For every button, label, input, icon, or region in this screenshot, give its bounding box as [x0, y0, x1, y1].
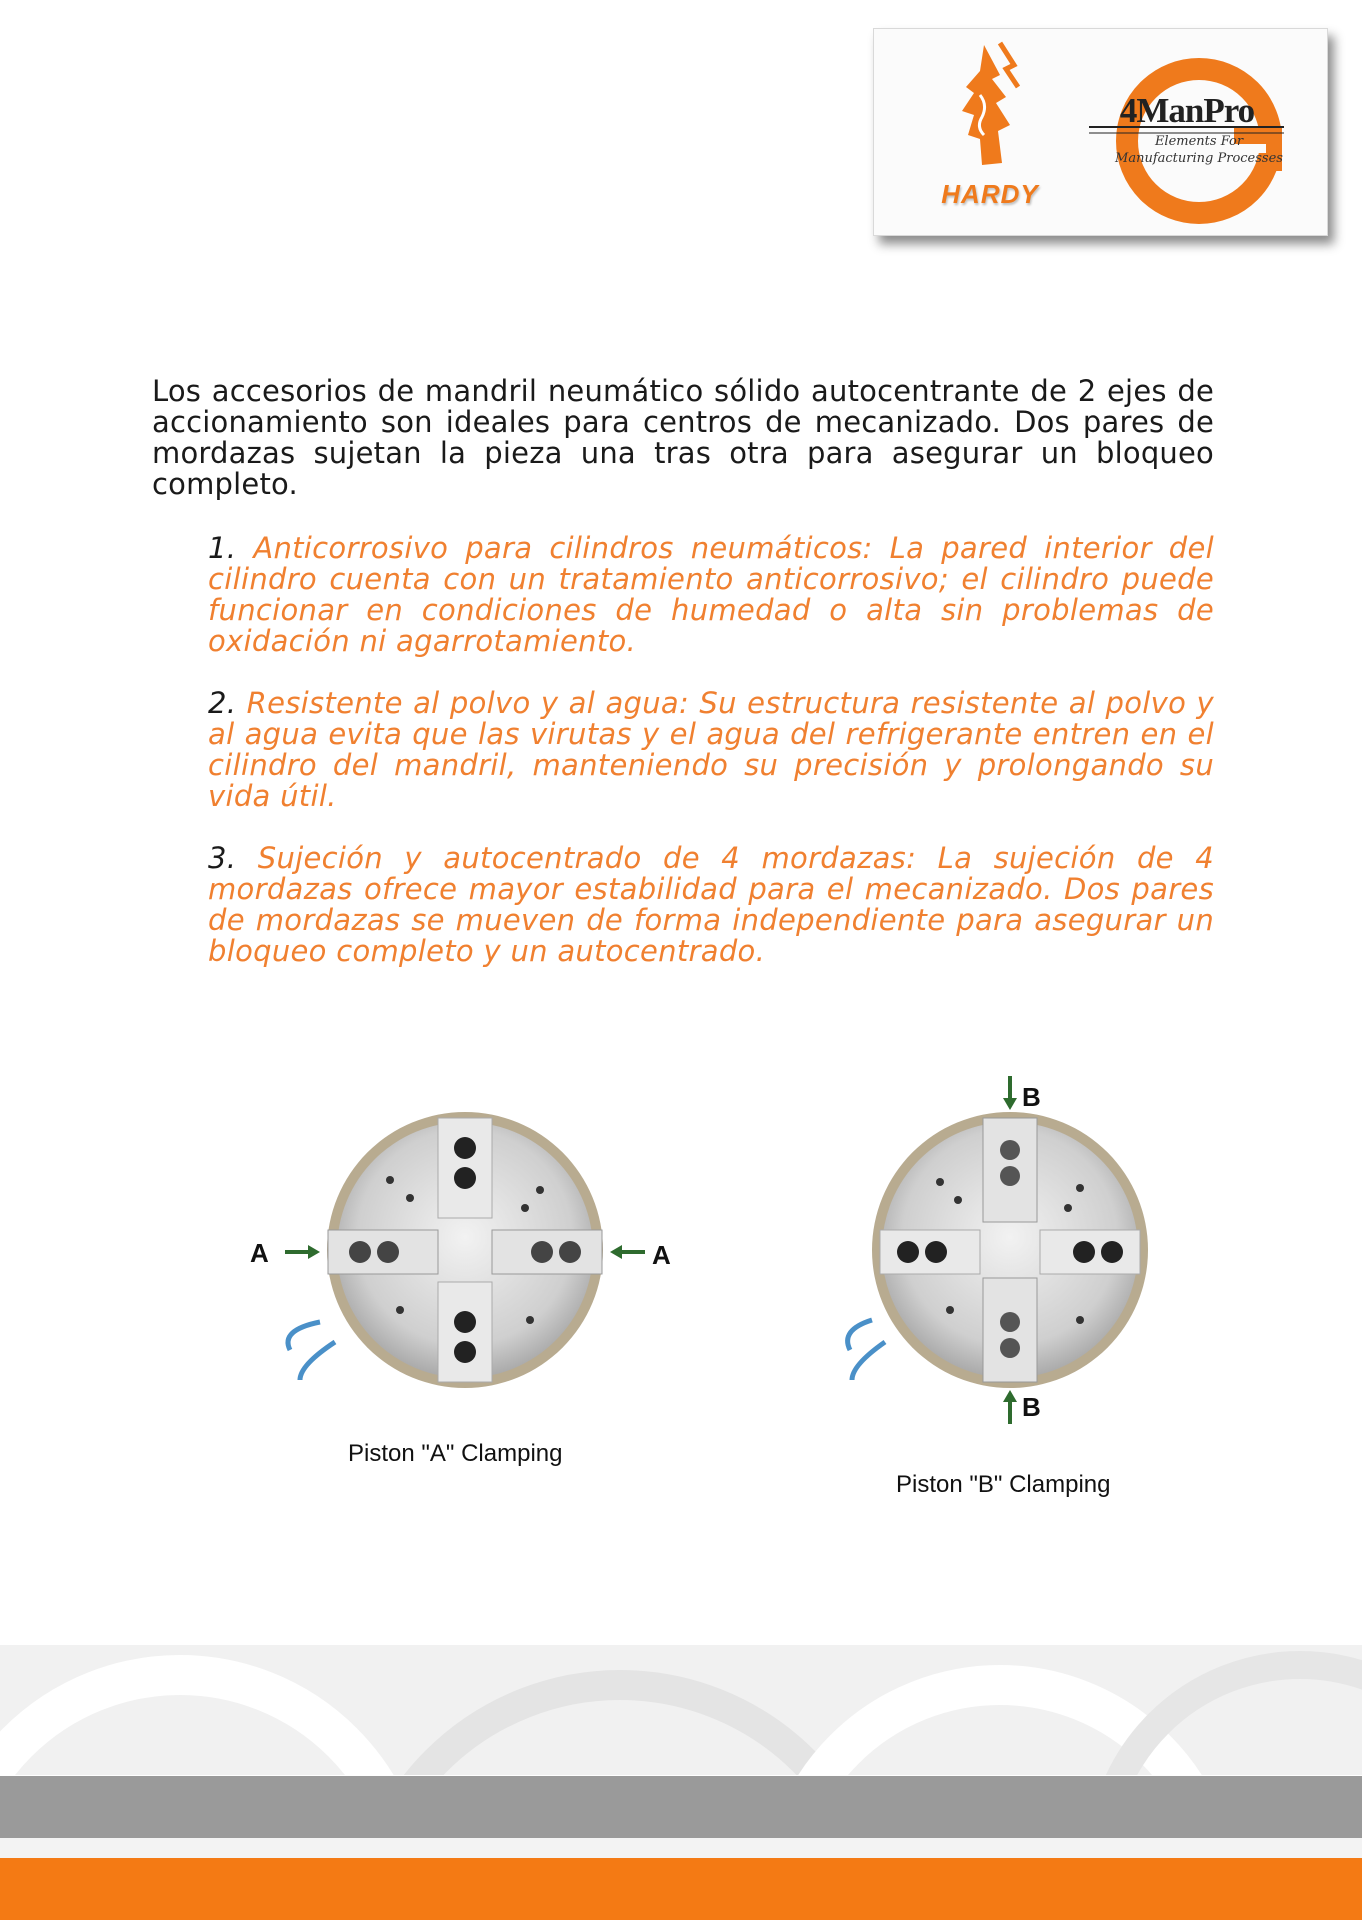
chuck-diagram-b [830, 1070, 1170, 1430]
feature-text: Sujeción y autocentrado de 4 mordazas: La sujeción de 4 mordazas ofrece mayor estabilidad para el mecanizado. Dos pares de mordazas se mueven de forma independiente para asegurar un bloqueo completo y un autocentrado. [208, 841, 1214, 968]
feature-item-2 [208, 688, 1214, 812]
amanpro-tagline-1: Elements For [1154, 134, 1244, 149]
brand-logos [873, 28, 1328, 236]
feature-item-3 [208, 843, 1214, 967]
arrow-label-a-right: A [652, 1240, 671, 1270]
feature-number: 2. [208, 686, 237, 720]
caption-piston-b: Piston "B" Clamping [896, 1471, 1111, 1498]
hardy-wordmark: HARDY [941, 179, 1039, 209]
chuck-diagram-a [240, 1080, 690, 1400]
amanpro-tagline-2: Manufacturing Processes [1115, 151, 1283, 166]
footer-swirl-pattern [0, 1645, 1362, 1775]
arrow-label-b-top: B [1022, 1082, 1041, 1112]
feature-number: 1. [208, 531, 237, 565]
feature-text: Resistente al polvo y al agua: Su estructura resistente al polvo y al agua evita que las virutas y el agua del refrigerante entren en el cilindro del mandril, manteniendo su precisión y prolongando su vida útil. [208, 686, 1214, 813]
footer-orange-band [0, 1858, 1362, 1920]
feature-number: 3. [208, 841, 237, 875]
footer-gray-band [0, 1776, 1362, 1838]
feature-item-1 [208, 533, 1214, 657]
caption-piston-a: Piston "A" Clamping [348, 1440, 563, 1467]
intro-paragraph: Los accesorios de mandril neumático sólido autocentrante de 2 ejes de accionamiento son ideales para centros de mecanizado. Dos pares de mordazas sujetan la pieza una tras otra para asegurar un bloqueo completo. [152, 374, 1214, 501]
amanpro-wordmark: 4ManPro [1119, 91, 1255, 130]
feature-list [208, 533, 1214, 998]
footer-divider [0, 1838, 1362, 1858]
arrow-label-a-left: A [250, 1238, 269, 1268]
feature-text: Anticorrosivo para cilindros neumáticos: La pared interior del cilindro cuenta con un tratamiento anticorrosivo; el cilindro puede funcionar en condiciones de humedad o alta sin problemas de oxidación ni agarrotamiento. [208, 531, 1214, 658]
footer-decoration [0, 1645, 1362, 1775]
arrow-label-b-bottom: B [1022, 1392, 1041, 1422]
